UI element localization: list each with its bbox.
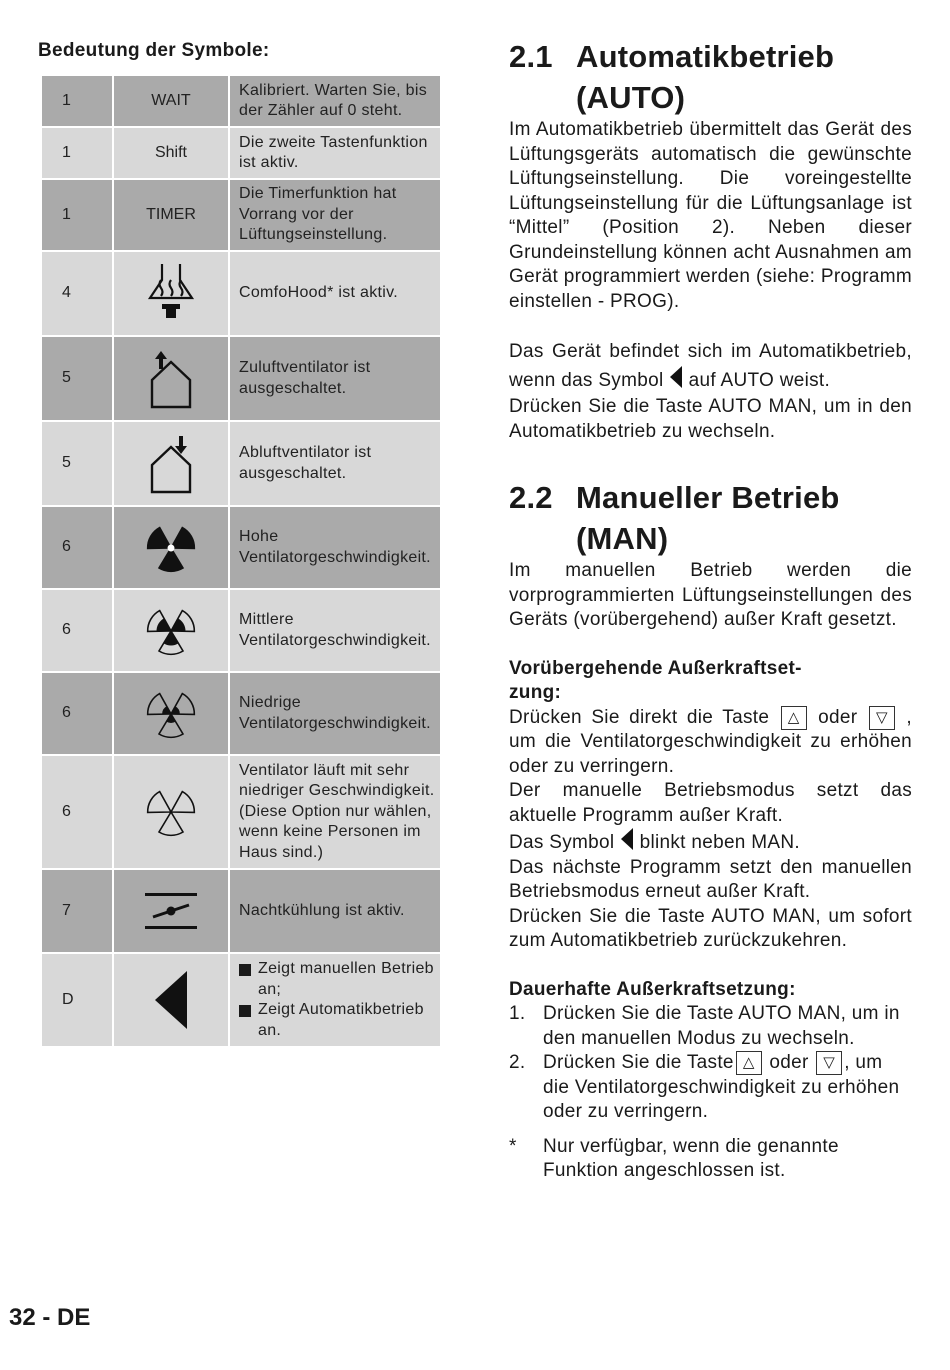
mode-pointer-icon bbox=[620, 828, 634, 850]
row-number: D bbox=[41, 953, 113, 1047]
down-key-icon: ▽ bbox=[869, 706, 895, 730]
section-title-abbr: (AUTO) bbox=[576, 80, 686, 115]
man-paragraph: Im manuellen Betrieb werden die vorprogrammierten Lüftungseinstellungen des Geräts (vorübergehend) außer Kraft gesetzt. bbox=[509, 560, 912, 630]
table-row bbox=[41, 672, 441, 755]
row-description: Kalibriert. Warten Sie, bis der Zähler auf 0 steht. bbox=[229, 75, 441, 127]
house-exhaust-off-icon bbox=[148, 433, 194, 495]
row-number: 1 bbox=[41, 127, 113, 179]
row-description: ComfoHood* ist aktiv. bbox=[229, 251, 441, 336]
symbol-text: WAIT bbox=[113, 75, 229, 127]
mode-pointer-icon bbox=[669, 366, 683, 388]
fan-medium-icon bbox=[139, 599, 203, 663]
row-description: Mittlere Ventilatorgeschwindigkeit. bbox=[229, 589, 441, 672]
table-row bbox=[41, 869, 441, 953]
row-number: 7 bbox=[41, 869, 113, 953]
table-row bbox=[41, 755, 441, 869]
table-row bbox=[41, 179, 441, 251]
man-paragraph: Drücken Sie direkt die Taste △ oder ▽ , um die Ventilatorgeschwindigkeit zu erhöhen oder zu verringern. bbox=[509, 706, 912, 777]
table-row bbox=[41, 75, 441, 127]
row-description: Die Timerfunktion hat Vorrang vor der Lüftungseinstellung. bbox=[229, 179, 441, 251]
mode-pointer-icon bbox=[151, 969, 191, 1031]
row-number: 6 bbox=[41, 589, 113, 672]
night-cooling-icon bbox=[143, 889, 199, 933]
list-item: Zeigt Automatikbetrieb an. bbox=[239, 1000, 436, 1041]
section-title: Automatikbetrieb bbox=[576, 39, 835, 74]
section-man-heading bbox=[509, 477, 912, 559]
section-title-abbr: (MAN) bbox=[576, 521, 669, 556]
up-key-icon: △ bbox=[781, 706, 807, 730]
row-description: Niedrige Ventilatorgeschwindigkeit. bbox=[229, 672, 441, 755]
symbol-text: TIMER bbox=[113, 179, 229, 251]
down-key-icon: ▽ bbox=[816, 1051, 842, 1075]
symbols-table bbox=[40, 74, 442, 1048]
fan-very-low-icon bbox=[139, 780, 203, 844]
section-number: 2.1 bbox=[509, 39, 553, 74]
list-item: 2. Drücken Sie die Taste △ oder ▽ , um die Ventilatorgeschwindigkeit zu erhöhen oder zu verringern. bbox=[509, 1052, 900, 1123]
footnote: * Nur verfügbar, wenn die genannte Funktion angeschlossen ist. bbox=[509, 1135, 839, 1182]
table-row bbox=[41, 953, 441, 1047]
row-description: Die zweite Tastenfunktion ist aktiv. bbox=[229, 127, 441, 179]
section-auto-heading bbox=[509, 36, 912, 118]
table-row bbox=[41, 421, 441, 506]
man-paragraph: Das nächste Programm setzt den manuellen Betriebsmodus erneut außer Kraft. bbox=[509, 856, 912, 903]
row-number: 5 bbox=[41, 421, 113, 506]
fan-high-icon bbox=[139, 516, 203, 580]
table-row bbox=[41, 506, 441, 589]
row-number: 1 bbox=[41, 75, 113, 127]
row-description: Zuluftventilator ist ausgeschaltet. bbox=[229, 336, 441, 421]
steps-list bbox=[509, 1002, 912, 1184]
row-number: 1 bbox=[41, 179, 113, 251]
symbol-text: Shift bbox=[113, 127, 229, 179]
row-number: 6 bbox=[41, 506, 113, 589]
table-row bbox=[41, 127, 441, 179]
mode-bullets bbox=[239, 959, 436, 1041]
house-supply-off-icon bbox=[148, 348, 194, 410]
section-title: Manueller Betrieb bbox=[576, 480, 840, 515]
list-item: Zeigt manuellen Betrieb an; bbox=[239, 959, 436, 1000]
row-number: 6 bbox=[41, 755, 113, 869]
fan-low-icon bbox=[139, 682, 203, 746]
up-key-icon: △ bbox=[736, 1051, 762, 1075]
row-description: Ventilator läuft mit sehr niedriger Geschwindigkeit. (Diese Option nur wählen, wenn keine Personen im Haus sind.) bbox=[229, 755, 441, 869]
table-row bbox=[41, 589, 441, 672]
permanent-override-heading: Dauerhafte Außerkraftsetzung: bbox=[509, 978, 796, 1000]
symbols-heading: Bedeutung der Symbole: bbox=[38, 40, 270, 61]
list-item: 1. Drücken Sie die Taste AUTO MAN, um in den manuellen Modus zu wechseln. bbox=[509, 1003, 900, 1049]
man-paragraph: Der manuelle Betriebsmodus setzt das aktuelle Programm außer Kraft. bbox=[509, 780, 912, 826]
man-paragraph: Drücken Sie die Taste AUTO MAN, um sofort zum Automatikbetrieb zurückzukehren. bbox=[509, 905, 912, 952]
row-description: Abluftventilator ist ausgeschaltet. bbox=[229, 421, 441, 506]
row-number: 5 bbox=[41, 336, 113, 421]
auto-paragraph: Das Gerät befindet sich im Automatikbetrieb, wenn das Symbol auf AUTO weist. bbox=[509, 341, 912, 391]
page-number: 32 - DE bbox=[9, 1304, 91, 1331]
auto-paragraph: Im Automatikbetrieb übermittelt das Gerät des Lüftungsgeräts automatisch die gewünschte Lüftungseinstellung. Die voreingestellte Lüftungseinstellung für die Lüftungsanlage ist “Mittel” (Position 2). Neben dieser Grundeinstellung können acht Ausnahmen am Gerät programmiert werden (siehe: Programm einstellen - PROG). bbox=[509, 119, 912, 312]
section-number: 2.2 bbox=[509, 480, 553, 515]
table-row bbox=[41, 251, 441, 336]
row-number: 6 bbox=[41, 672, 113, 755]
row-number: 4 bbox=[41, 251, 113, 336]
table-row bbox=[41, 336, 441, 421]
man-paragraph: Das Symbol blinkt neben MAN. bbox=[509, 828, 912, 856]
row-description: Hohe Ventilatorgeschwindigkeit. bbox=[229, 506, 441, 589]
comfohood-icon bbox=[146, 262, 196, 326]
auto-paragraph: Drücken Sie die Taste AUTO MAN, um in den Automatikbetrieb zu wechseln. bbox=[509, 396, 912, 442]
temporary-override-heading: Vorübergehende Außerkraftset- zung: bbox=[509, 657, 802, 703]
row-description: Nachtkühlung ist aktiv. bbox=[229, 869, 441, 953]
right-column bbox=[509, 36, 912, 1184]
